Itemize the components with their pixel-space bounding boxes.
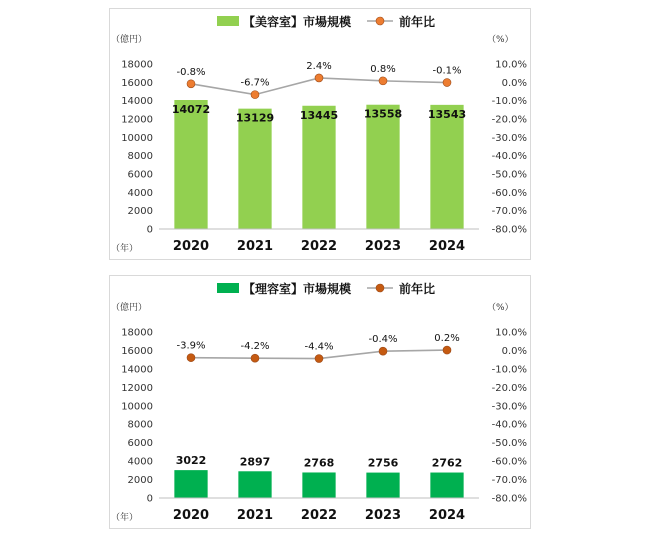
legend-bar-label: 【美容室】市場規模 xyxy=(243,15,352,29)
x-category-label: 2021 xyxy=(236,508,274,523)
barber-shop-chart-panel xyxy=(109,275,531,529)
y-tick-label: 6000 xyxy=(127,438,153,450)
y2-axis-unit: （%） xyxy=(487,35,514,45)
yoy-point-label: -3.9% xyxy=(176,340,206,352)
y-axis-unit: （億円） xyxy=(111,35,148,45)
y-tick-label: 4000 xyxy=(127,456,153,468)
bar-value-label: 2768 xyxy=(303,456,335,470)
yoy-point xyxy=(443,79,451,87)
y2-tick-label: 0.0% xyxy=(501,345,527,357)
yoy-point xyxy=(251,91,259,99)
yoy-point xyxy=(379,77,387,85)
y-tick-label: 16000 xyxy=(121,345,153,357)
yoy-point xyxy=(379,347,387,355)
x-category-label: 2022 xyxy=(300,508,338,523)
y-tick-label: 0 xyxy=(146,224,153,236)
y-tick-label: 14000 xyxy=(121,96,153,108)
y-tick-label: 10000 xyxy=(121,401,153,413)
y2-axis-unit: （%） xyxy=(487,303,514,313)
x-category-label: 2024 xyxy=(428,239,466,254)
bar xyxy=(430,473,463,498)
bar-value-label: 2756 xyxy=(367,456,399,470)
yoy-point-label: -0.4% xyxy=(368,334,398,346)
legend-bar-swatch xyxy=(217,283,239,293)
bar-value-label: 2762 xyxy=(431,456,463,470)
yoy-point xyxy=(251,354,259,362)
y-tick-label: 2000 xyxy=(127,206,153,218)
y-tick-label: 12000 xyxy=(121,114,153,126)
yoy-point-label: -0.8% xyxy=(176,66,206,78)
beauty-salon-chart xyxy=(110,9,530,259)
y2-tick-label: -60.0% xyxy=(491,456,527,468)
bar xyxy=(302,106,335,229)
y-axis-unit: （億円） xyxy=(111,303,148,313)
bar xyxy=(366,473,399,498)
yoy-point-label: -4.2% xyxy=(240,341,270,353)
y-tick-label: 18000 xyxy=(121,327,153,339)
y2-tick-label: -40.0% xyxy=(491,151,527,163)
x-category-label: 2023 xyxy=(364,239,402,254)
y2-tick-label: -50.0% xyxy=(491,438,527,450)
x-category-label: 2022 xyxy=(300,239,338,254)
x-category-label: 2020 xyxy=(172,508,210,523)
bar-value-label: 3022 xyxy=(175,454,207,468)
bar xyxy=(238,471,271,498)
y-tick-label: 16000 xyxy=(121,77,153,89)
yoy-point xyxy=(315,74,323,82)
y-tick-label: 10000 xyxy=(121,132,153,144)
bar xyxy=(174,100,207,229)
bar xyxy=(366,105,399,229)
y2-tick-label: -10.0% xyxy=(491,96,527,108)
yoy-point-label: -4.4% xyxy=(304,341,334,353)
yoy-point-label: 0.2% xyxy=(434,333,460,345)
y2-tick-label: -80.0% xyxy=(491,224,527,236)
y-tick-label: 18000 xyxy=(121,59,153,71)
legend-bar-label: 【理容室】市場規模 xyxy=(243,282,352,296)
y2-tick-label: -10.0% xyxy=(491,364,527,376)
bar-value-label: 2897 xyxy=(239,455,271,469)
yoy-point xyxy=(443,346,451,354)
barber-shop-chart xyxy=(110,276,530,528)
legend-bar-swatch xyxy=(217,16,239,26)
y-tick-label: 12000 xyxy=(121,382,153,394)
bar-value-label: 13558 xyxy=(363,107,403,121)
bar-value-label: 13129 xyxy=(235,111,275,125)
y-tick-label: 14000 xyxy=(121,364,153,376)
x-category-label: 2023 xyxy=(364,508,402,523)
y2-tick-label: -30.0% xyxy=(491,401,527,413)
y2-tick-label: 0.0% xyxy=(501,77,527,89)
y2-tick-label: -50.0% xyxy=(491,169,527,181)
y-tick-label: 8000 xyxy=(127,419,153,431)
y-tick-label: 8000 xyxy=(127,151,153,163)
x-category-label: 2021 xyxy=(236,239,274,254)
x-category-label: 2024 xyxy=(428,508,466,523)
y2-tick-label: -80.0% xyxy=(491,493,527,505)
legend-line-label: 前年比 xyxy=(399,15,436,29)
y2-tick-label: -60.0% xyxy=(491,187,527,199)
y2-tick-label: -70.0% xyxy=(491,475,527,487)
legend-marker-swatch xyxy=(376,17,384,25)
y2-tick-label: -40.0% xyxy=(491,419,527,431)
y2-tick-label: -30.0% xyxy=(491,132,527,144)
y-tick-label: 2000 xyxy=(127,475,153,487)
y2-tick-label: -20.0% xyxy=(491,114,527,126)
y2-tick-label: 10.0% xyxy=(495,327,527,339)
y2-tick-label: -70.0% xyxy=(491,206,527,218)
yoy-point xyxy=(187,354,195,362)
bar-value-label: 14072 xyxy=(171,103,211,117)
bar xyxy=(174,470,207,498)
bar xyxy=(238,109,271,229)
y-tick-label: 0 xyxy=(146,493,153,505)
y-tick-label: 6000 xyxy=(127,169,153,181)
x-category-label: 2020 xyxy=(172,239,210,254)
bar xyxy=(302,472,335,498)
yoy-point-label: -0.1% xyxy=(432,65,462,77)
yoy-point-label: 2.4% xyxy=(306,60,332,72)
beauty-salon-chart-panel xyxy=(109,8,531,260)
yoy-point xyxy=(315,355,323,363)
y2-tick-label: 10.0% xyxy=(495,59,527,71)
y-tick-label: 4000 xyxy=(127,187,153,199)
bar xyxy=(430,105,463,229)
legend-marker-swatch xyxy=(376,284,384,292)
y2-tick-label: -20.0% xyxy=(491,382,527,394)
yoy-point-label: 0.8% xyxy=(370,63,396,75)
bar-value-label: 13445 xyxy=(299,108,339,122)
x-axis-unit: （年） xyxy=(111,244,139,254)
yoy-point xyxy=(187,80,195,88)
yoy-point-label: -6.7% xyxy=(240,77,270,89)
bar-value-label: 13543 xyxy=(427,107,467,121)
x-axis-unit: （年） xyxy=(111,513,139,523)
legend-line-label: 前年比 xyxy=(399,282,436,296)
